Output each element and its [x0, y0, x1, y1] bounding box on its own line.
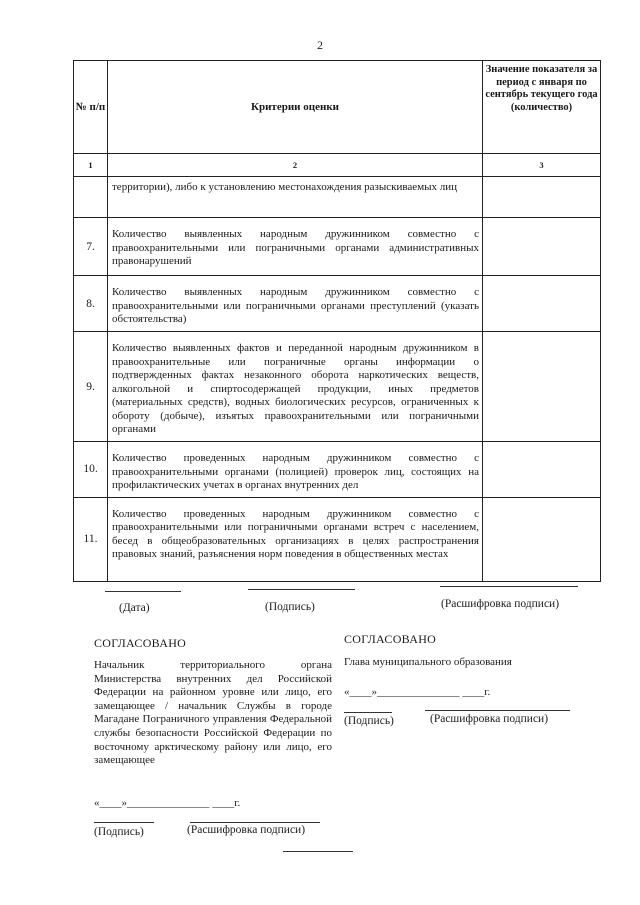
header-value: Значение показателя за период с января по сентябрь текущего года (количество)	[483, 61, 601, 154]
column-number-row	[74, 154, 601, 177]
row-text: Количество выявленных народным дружинником совместно с правоохранительными или пограничными органами преступлений (указать обстоятельства)	[108, 276, 483, 332]
approval-left-decode-label: (Расшифровка подписи)	[187, 824, 306, 836]
column-number-1: 1	[74, 154, 108, 177]
approval-left-heading: СОГЛАСОВАНО	[94, 636, 187, 650]
row-value	[483, 218, 601, 276]
table-row	[74, 332, 601, 442]
row-value	[483, 276, 601, 332]
row-text: Количество проведенных народным дружинником совместно с правоохранительными или пограничными органами встреч с населением, бесед в общеобразовательных организациях в целях распространения правовых знаний, разъяснения норм поведения в общественных местах	[108, 497, 483, 581]
row-num: 7.	[74, 218, 108, 276]
table-row	[74, 218, 601, 276]
signature-label: (Подпись)	[265, 601, 315, 613]
table-row	[74, 442, 601, 498]
approval-right-decode-line	[425, 710, 570, 711]
page-number: 2	[317, 38, 323, 52]
approval-right-decode-label: (Расшифровка подписи)	[430, 713, 549, 725]
row-text: Количество проведенных народным дружинником совместно с правоохранительными органами (полицией) проверок лиц, состоящих на профилактических учетах в органах внутренних дел	[108, 442, 483, 498]
approval-right-heading: СОГЛАСОВАНО	[344, 632, 437, 646]
row-value	[483, 332, 601, 442]
date-label: (Дата)	[119, 602, 150, 614]
row-value	[483, 177, 601, 218]
column-number-3: 3	[483, 154, 601, 177]
approval-right-sign-line	[344, 712, 392, 713]
row-num: 11.	[74, 497, 108, 581]
table-header-row	[74, 61, 601, 154]
header-num: № п/п	[74, 61, 108, 154]
row-num	[74, 177, 108, 218]
criteria-table	[73, 60, 601, 582]
row-text: Количество выявленных народным дружинником совместно с правоохранительными или пограничными органами административных правонарушений	[108, 218, 483, 276]
approval-left-decode-line	[190, 822, 320, 823]
approval-left-sign-line	[94, 822, 154, 823]
row-text: территории), либо к установлению местонахождения разыскиваемых лиц	[108, 177, 483, 218]
approval-right-sign-label: (Подпись)	[344, 715, 394, 727]
table-row	[74, 497, 601, 581]
approval-left-text: Начальник территориального органа Министерства внутренних дел Российской Федерации на районном уровне или лицо, его замещающее / начальник Службы в городе Магадане Пограничного управления Федеральной службы безопасности Российской Федерации по восточному арктическому району или лицо, его замещающее	[94, 659, 332, 767]
bottom-divider	[283, 851, 353, 852]
decode-label: (Расшифровка подписи)	[441, 598, 560, 610]
date-line	[105, 591, 181, 592]
row-text: Количество выявленных фактов и переданной народным дружинником в правоохранительные или пограничные органы информации о подтвержденных фактах незаконного оборота наркотических веществ, алкогольной и спиртосодержащей продукции, иных предметов (материальных средств), водных биологических ресурсов, ограниченных к обороту (добыче), изъятых правоохранительными или пограничными органами	[108, 332, 483, 442]
approval-right-text: Глава муниципального образования	[344, 656, 512, 668]
row-value	[483, 497, 601, 581]
table-row	[74, 177, 601, 218]
approval-left-sign-label: (Подпись)	[94, 826, 144, 838]
column-number-2: 2	[108, 154, 483, 177]
row-num: 9.	[74, 332, 108, 442]
row-num: 8.	[74, 276, 108, 332]
table-row	[74, 276, 601, 332]
row-value	[483, 442, 601, 498]
row-num: 10.	[74, 442, 108, 498]
approval-left-date-line: «____»_______________ ____г.	[94, 797, 241, 809]
header-criteria: Критерии оценки	[108, 61, 483, 154]
decode-line	[440, 586, 578, 587]
approval-right-date-line: «____»_______________ ____г.	[344, 686, 491, 698]
signature-line	[248, 589, 355, 590]
